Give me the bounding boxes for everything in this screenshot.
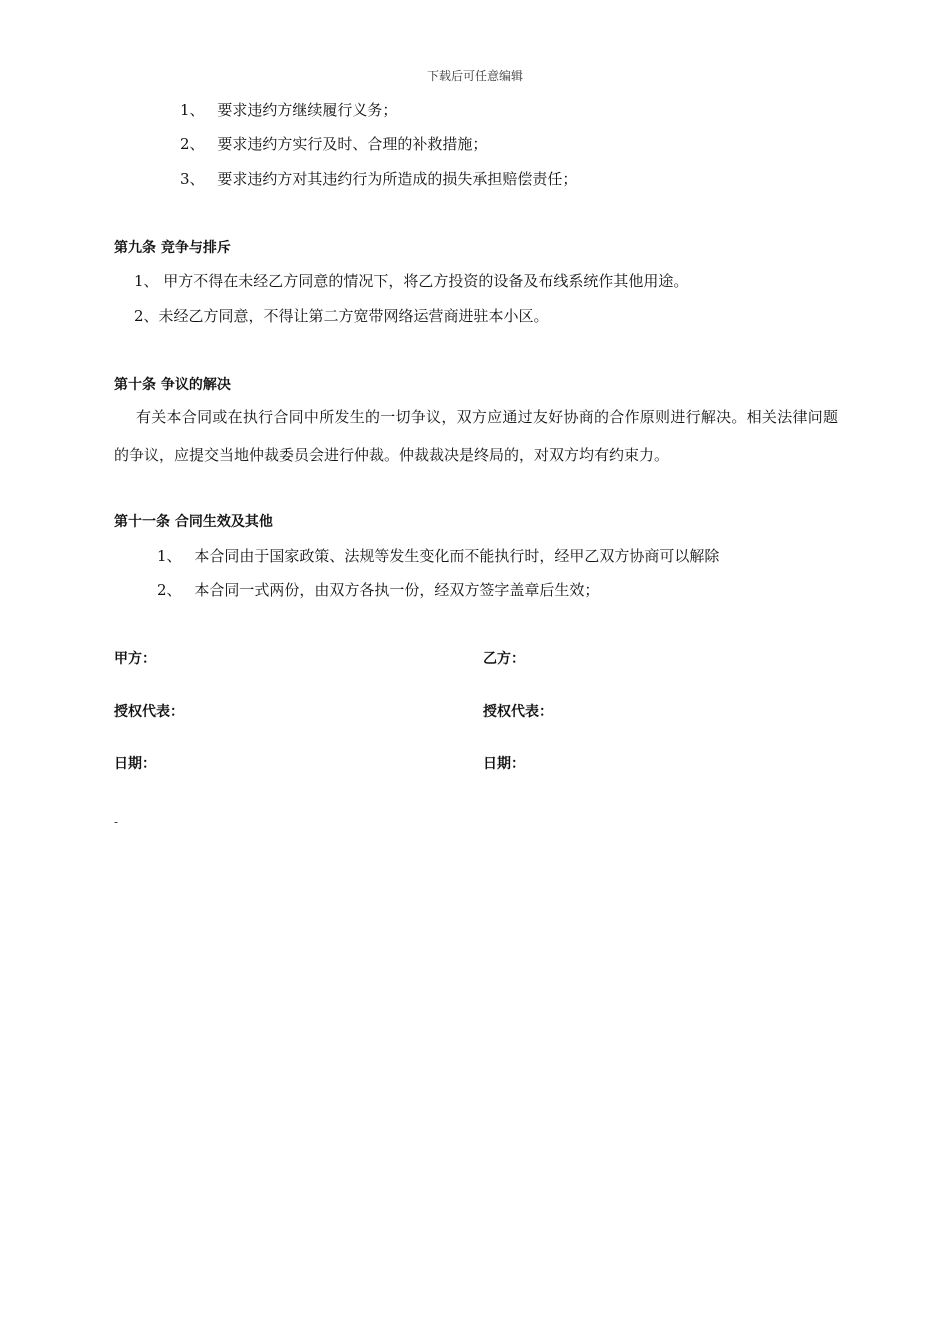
list-text: 要求违约方对其违约行为所造成的损失承担赔偿责任；	[217, 170, 578, 188]
date-b-label: 日期：	[483, 756, 525, 772]
article-10-title: 第十条 争议的解决	[114, 377, 231, 393]
list-item	[157, 580, 599, 600]
list-text: 要求违约方继续履行义务；	[217, 101, 398, 119]
list-number: 1、	[157, 547, 182, 565]
list-number: 3、	[180, 170, 205, 188]
list-item	[180, 100, 397, 120]
rep-b-label: 授权代表：	[483, 704, 553, 720]
list-item	[157, 546, 719, 566]
list-number: 1、	[180, 101, 205, 119]
list-number: 2、	[157, 581, 182, 599]
date-a-label: 日期：	[114, 756, 156, 772]
list-text: 本合同由于国家政策、法规等发生变化而不能执行时，经甲乙双方协商可以解除	[194, 547, 720, 565]
list-item	[180, 134, 487, 154]
party-a-label: 甲方：	[114, 651, 156, 667]
article-10-body: 有关本合同或在执行合同中所发生的一切争议，双方应通过友好协商的合作原则进行解决。相关法律问题的争议，应提交当地仲裁委员会进行仲裁。仲裁裁决是终局的，对双方均有约束力。	[114, 408, 838, 464]
footer-mark: -	[114, 815, 119, 829]
list-text: 要求违约方实行及时、合理的补救措施；	[217, 135, 488, 153]
article-9-item: 2、未经乙方同意，不得让第二方宽带网络运营商进驻本小区。	[134, 307, 549, 325]
list-item	[180, 169, 577, 189]
rep-a-label: 授权代表：	[114, 704, 184, 720]
list-number: 2、	[180, 135, 205, 153]
article-9-title: 第九条 竞争与排斥	[114, 240, 231, 256]
party-b-label: 乙方：	[483, 651, 525, 667]
page-header: 下载后可任意编辑	[426, 69, 523, 83]
list-text: 本合同一式两份，由双方各执一份，经双方签字盖章后生效；	[194, 581, 600, 599]
article-9-item: 1、 甲方不得在未经乙方同意的情况下，将乙方投资的设备及布线系统作其他用途。	[134, 272, 689, 290]
article-11-title: 第十一条 合同生效及其他	[114, 514, 273, 530]
